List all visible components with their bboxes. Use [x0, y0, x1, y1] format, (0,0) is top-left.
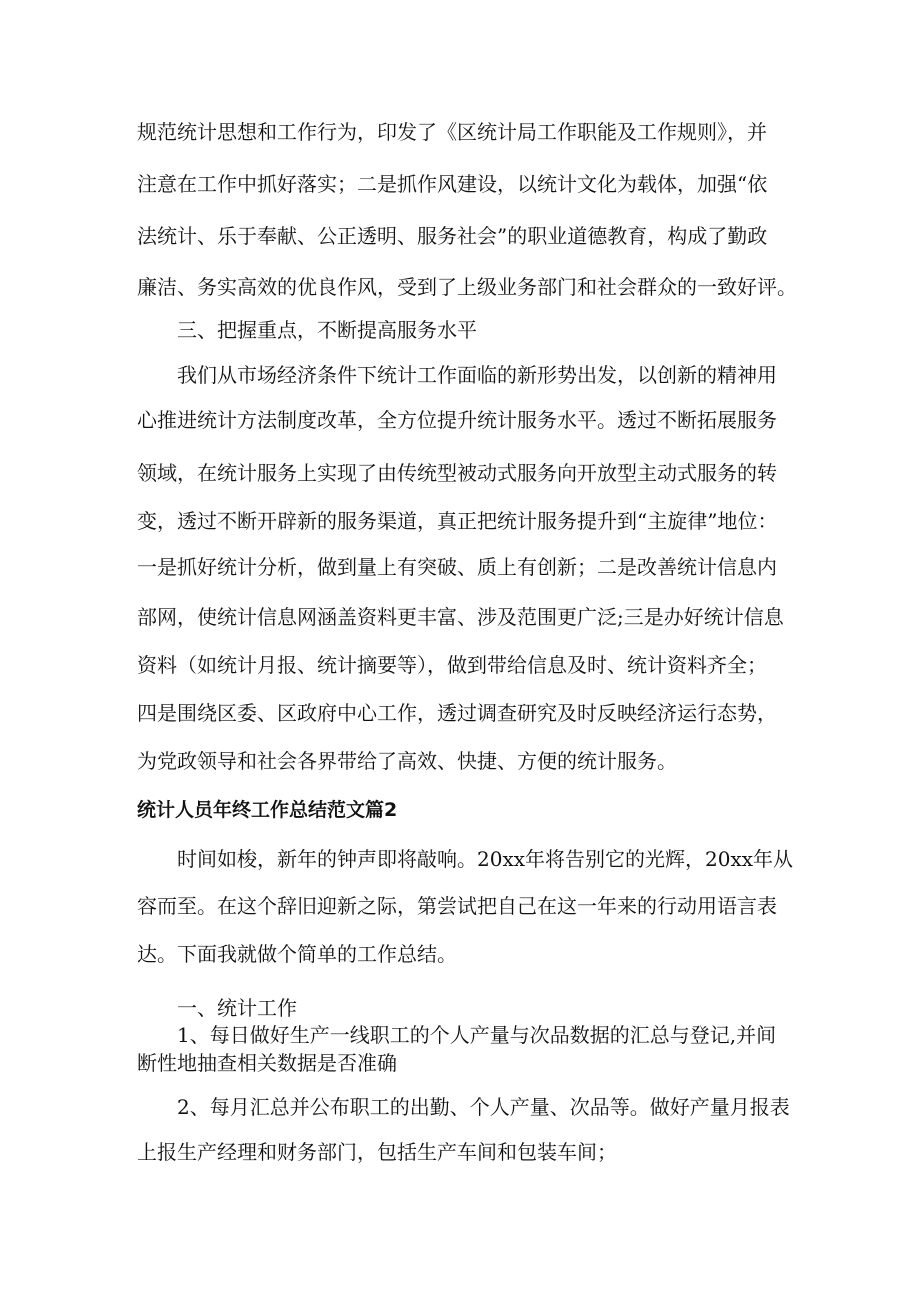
paragraph-3-line-7: 资料（如统计月报、统计摘要等），做到带给信息及时、统计资料齐全； [137, 653, 767, 677]
subheading-3: 三、把握重点，不断提高服务水平 [177, 318, 477, 342]
item-1-line-1: 1、每日做好生产一线职工的个人产量与次品数据的汇总与登记,并间 [177, 1023, 777, 1047]
section1-tail-line-2: 注意在工作中抓好落实；二是抓作风建设，以统计文化为载体，加强“依 [137, 172, 768, 196]
paragraph-3-line-4: 变，透过不断开辟新的服务渠道，真正把统计服务提升到“主旋律”地位： [137, 509, 778, 533]
intro-line-1: 时间如梭，新年的钟声即将敲响。20xx年将告别它的光辉，20xx年从 [177, 847, 794, 871]
paragraph-3-line-8: 四是围绕区委、区政府中心工作，透过调查研究及时反映经济运行态势， [137, 701, 777, 725]
section1-tail-line-1: 规范统计思想和工作行为，印发了《区统计局工作职能及工作规则》，并 [137, 120, 767, 144]
item-1-line-2: 断性地抽查相关数据是否准确 [137, 1051, 397, 1075]
paragraph-3-line-1: 我们从市场经济条件下统计工作面临的新形势出发，以创新的精神用 [177, 363, 777, 387]
intro-line-3: 达。下面我就做个简单的工作总结。 [137, 942, 457, 966]
item-2-line-2: 上报生产经理和财务部门，包括生产车间和包装车间； [137, 1140, 617, 1164]
paragraph-3-line-6: 部网，使统计信息网涵盖资料更丰富、涉及范围更广泛;三是办好统计信息 [137, 605, 784, 629]
section1-tail-line-3: 法统计、乐于奉献、公正透明、服务社会”的职业道德教育，构成了勤政 [137, 224, 768, 248]
paragraph-3-line-5: 一是抓好统计分析，做到量上有突破、质上有创新；二是改善统计信息内 [137, 555, 777, 579]
section-stats-title: 一、统计工作 [177, 996, 297, 1020]
paragraph-3-line-3: 领域，在统计服务上实现了由传统型被动式服务向开放型主动式服务的转 [137, 461, 777, 485]
article-2-title: 统计人员年终工作总结范文篇2 [137, 799, 398, 821]
section1-tail-line-4: 廉洁、务实高效的优良作风，受到了上级业务部门和社会群众的一致好评。 [137, 275, 797, 299]
paragraph-3-line-2: 心推进统计方法制度改革，全方位提升统计服务水平。透过不断拓展服务 [137, 408, 777, 432]
intro-line-2: 容而至。在这个辞旧迎新之际，第尝试把自己在这一年来的行动用语言表 [137, 894, 777, 918]
paragraph-3-line-9: 为党政领导和社会各界带给了高效、快捷、方便的统计服务。 [137, 749, 677, 773]
item-2-line-1: 2、每月汇总并公布职工的出勤、个人产量、次品等。做好产量月报表 [177, 1095, 790, 1119]
